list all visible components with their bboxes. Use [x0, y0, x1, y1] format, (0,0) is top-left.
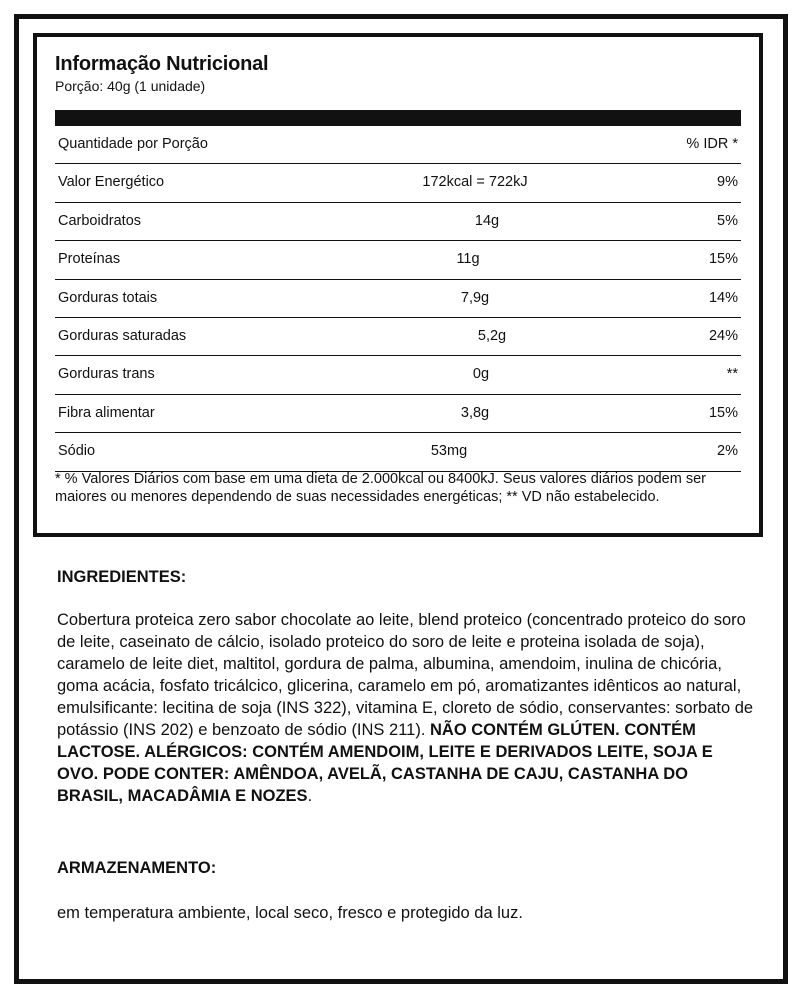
- nutrient-name: Valor Energético: [58, 174, 165, 191]
- divider-bar: [55, 110, 741, 126]
- daily-values-footnote: * % Valores Diários com base em uma dieta de 2.000kcal ou 8400kJ. Seus valores diários podem ser maiores ou menores dependendo de suas necessidades energéticas; ** VD não estabelecido.: [55, 471, 706, 505]
- nutrient-name: Gorduras totais: [58, 289, 158, 306]
- table-row: [55, 318, 741, 356]
- table-row: [55, 280, 741, 318]
- table-row: [55, 356, 741, 394]
- nutrient-idr: **: [726, 366, 738, 383]
- ingredients-end: .: [307, 787, 313, 805]
- nutrient-name: Fibra alimentar: [58, 404, 155, 421]
- header-quantity-label: Quantidade por Porção: [58, 136, 208, 152]
- nutrient-idr: 24%: [708, 327, 738, 344]
- nutrient-idr: 15%: [708, 404, 738, 421]
- table-header-row: [55, 126, 741, 164]
- header-idr-label: % IDR *: [686, 136, 738, 152]
- nutrient-quantity: 172kcal = 722kJ: [422, 174, 528, 191]
- nutrition-facts-panel: [33, 33, 763, 537]
- nutrient-quantity: 5,2g: [477, 327, 507, 344]
- nutrient-idr: 15%: [708, 251, 738, 268]
- ingredients-text: [57, 609, 757, 807]
- nutrition-table: [55, 126, 741, 472]
- portion-size: Porção: 40g (1 unidade): [55, 78, 206, 94]
- nutrient-idr: 5%: [717, 212, 738, 229]
- nutrient-name: Carboidratos: [58, 212, 142, 229]
- nutrition-title: Informação Nutricional: [55, 53, 269, 75]
- nutrient-quantity: 7,9g: [460, 289, 490, 306]
- nutrient-name: Gorduras trans: [58, 366, 155, 383]
- nutrient-idr: 2%: [717, 443, 738, 460]
- table-row: [55, 203, 741, 241]
- table-row: [55, 433, 741, 471]
- nutrient-name: Gorduras saturadas: [58, 327, 187, 344]
- label-frame: [14, 14, 788, 984]
- nutrient-idr: 9%: [717, 174, 738, 191]
- storage-heading: ARMAZENAMENTO:: [57, 859, 217, 877]
- nutrient-quantity: 53mg: [430, 443, 468, 460]
- nutrient-name: Proteínas: [58, 251, 121, 268]
- nutrient-idr: 14%: [708, 289, 738, 306]
- nutrient-quantity: 3,8g: [460, 404, 490, 421]
- ingredients-heading: INGREDIENTES:: [57, 568, 187, 586]
- ingredients-list: Cobertura proteica zero sabor chocolate ao leite, blend proteico (concentrado proteico do soro de leite, caseinato de cálcio, isolado proteico do soro de leite e proteina isolada de soja), caramelo de leite diet, maltitol, gordura de palma, albumina, amendoim, inulina de chicória, goma acácia, fosfato tricálcico, glicerina, caramelo em pó, aromatizantes idênticos ao natural, emulsificante: lecitina de soja (INS 322), vitamina E, cloreto de sódio, conservantes: sorbato de potássio (INS 202) e benzoato de sódio (INS 211).: [57, 611, 754, 739]
- nutrient-quantity: 11g: [456, 251, 480, 268]
- nutrient-quantity: 0g: [472, 366, 490, 383]
- table-row: [55, 241, 741, 279]
- storage-text: em temperatura ambiente, local seco, fresco e protegido da luz.: [57, 904, 523, 922]
- nutrient-name: Sódio: [58, 443, 96, 460]
- allergen-warning: NÃO CONTÉM GLÚTEN. CONTÉM LACTOSE. ALÉRGICOS: CONTÉM AMENDOIM, LEITE E DERIVADOS LEITE, SOJA E OVO. PODE CONTER: AMÊNDOA, AVELÃ, CASTANHA DE CAJU, CASTANHA DO BRASIL, MACADÂMIA E NOZES: [57, 721, 713, 805]
- table-row: [55, 395, 741, 433]
- table-row: [55, 164, 741, 202]
- nutrient-quantity: 14g: [474, 212, 500, 229]
